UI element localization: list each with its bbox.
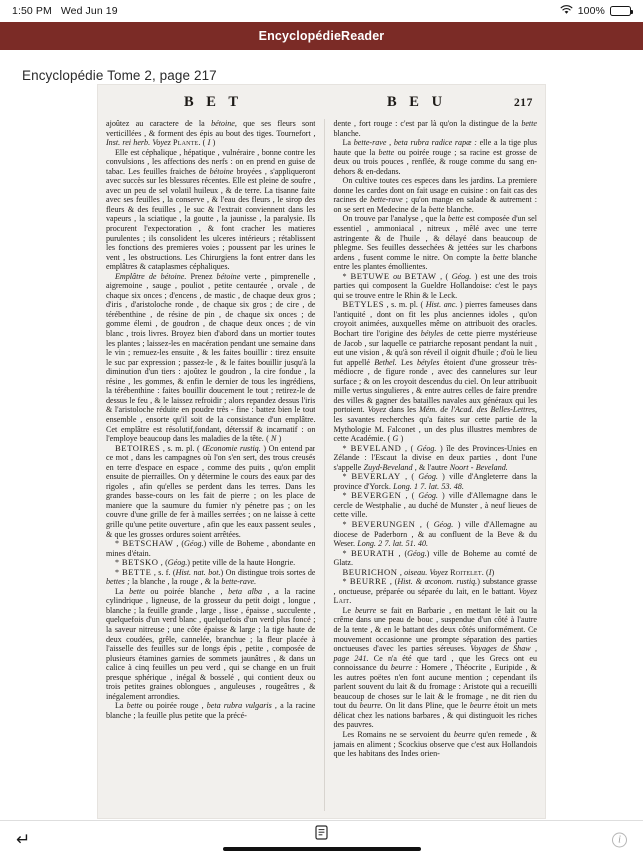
facsimile-paragraph-bette-blanche: La bette ou poirée blanche , beta alba , a la racine cylindrique , ligneuse, de la grosseur du petit doigt , longue , blanche ; la feuille grande , large , lisse , épaisse , succulente , quelquefois d'un verd blanc , quelquefois d'un verd plus foncé ; la saveur nitreuse ; une côte épaisse & large ; la tige haute de deux coudées, grêle, cannelée, branchue ; la fleur placée à l'aisselle des feuilles sur de longs épis , petite , composée de plusieurs étamines garnies de sommets jaunâtres , & dans un calice à cinq feuilles un peu verd , qui se change en un fruit presque sphérique , inégal & bosselé , qui contient deux ou trois petites graines oblongues , anguleuses , rougeâtres , & inégalement arrondies. [106,586,316,701]
facsimile-paragraph-bette-analyse: On trouve par l'analyse , que la bette est composée d'un sel essentiel , ammoniacal , nitreux , mêlé avec une terre astringente & de l'huile , & délayé dans beaucoup de phlegme. Ses feuilles dessechées & jettées sur les charbons ardens , fusent comme le nitre. On compte la bette blanche entre les plantes émollientes. [333,214,537,272]
facsimile-paragraph-beurichon: BEURICHON , oiseau. Voyez Roitelet. (I) [342,566,495,577]
info-icon[interactable]: i [612,832,627,847]
facsimile-paragraph-betsko: * BETSKO , (Géog.) petite ville de la haute Hongrie. [115,557,296,568]
status-bar-date: Wed Jun 19 [60,5,118,17]
column-right [324,119,537,811]
app-title-bar [0,22,643,50]
facsimile-paragraph-betoine-proprietes: Elle est céphalique , hépatique , vulnéraire , bonne contre les convulsions , les affections des nerfs : on en prend en guise de tabac. Les feuilles fraiches de bétoine broyées , s'appliqueront avec succès sur les blessures récentes. Elle est pleine de soufre , avec un peu de sel volatil huileux , & de terre. La tisanne faite avec ses feuilles , la conserve , & l'eau des fleurs , le sirop des fleurs & des feuilles , le suc & l'extrait conviennent dans les vapeurs , la sciatique , la goutte , la jaunisse , la paralysie. Ils procurent l'expectoration , & font cracher les matieres purulentes ; ils consolident les ulceres intérieurs ; rétablissent les fonctions des premieres voies ; poussent par les urines le vent , les obstructions. Les Chirurgiens la font entrer dans les emplâtres & cataplasmes céphaliques. [106,147,316,272]
facsimile-paragraph-beurre-romains: Les Romains ne se servoient du beurre qu'en remede , & jamais en aliment ; Scockius observe que c'est aux Hollandois que les habitans des Indes orien- [333,730,537,759]
facsimile-page[interactable] [98,85,545,818]
running-head-left: B E T [184,94,243,110]
facsimile-paragraph-betyles: BETYLES , s. m. pl. ( Hist. anc. ) pierres fameuses dans l'antiquité , dont on fit les plus anciennes idoles , qu'on croyoit animées, auxquelles même on attribuoit des oracles. Bochart tire l'origine des bétyles de cette pierre mystérieuse de Jacob , sur laquelle ce patriarche reposant pendant la nuit , eut une vision , & qu'à son réveil il oignit d'huile ; d'où le lieu fut appellé Bethel. Les bétyles étoient d'une grosseur très-médiocre , de figure ronde , avec des cannelures sur leur surface ; & on les croyoit descendus du ciel. On leur attribuoit mille vertus singulieres , & entre autres celles de faire prendre des villes & gagner des batailles navales aux généraux qui les portoient. Voyez dans les Mém. de l'Acad. des Belles-Lettres, les savantes recherches qu'a faites sur cette partie de la Mythologie M. Falconet , un des plus illustres membres de cette Académie. ( G ) [333,299,537,444]
bottom-toolbar [0,820,643,858]
facsimile-paragraph-emplatre-betoine: Emplâtre de bétoine. Prenez bétoine verte , pimprenelle , aigremoine , sauge , pouliot , petite centaurée , orvale , de chaque six onces ; d'encens , de mastic , de chaque deux gros ; d'iris , d'aristoloche ronde , de chaque six gros ; de cire , de térébenthine , de résine de pin , de chaque six onces ; de gomme élemi , de goudron , de chaque deux onces ; de vin blanc , trois livres. Broyez bien d'abord dans un mortier toutes les plantes ; laissez-les en macération pendant une semaine dans le vin ; remuez-les ensuite , & les faites bouillir : tirez ensuite le suc par expression ; passez-le , & le faites bouillir jusqu'à la diminution d'un tiers : ajoûtez le goudron , la cire fondue , la résine , les gommes, & enfin le dernier de tous les ingrédiens, la térébenthine : faites bouillir doucement le tout ; retirez-le de dessus le feu , & le laissez refroidir ; alors repandez dessus l'iris & l'aristoloche réduite en poudre très - fine : battez bien le tout ensemble , ensorte qu'il soit de la consistance d'un emplâtre. Cet emplâtre est résolutif,fondant, déterssif & incarnatif : on l'employe beaucoup dans les maladies de la tête. ( N ) [106,271,316,444]
facsimile-paragraph-bette-rouge-suite: dente , fort rouge : c'est par là qu'on la distingue de la bette blanche. [333,119,537,138]
battery-full-icon [610,6,631,17]
running-heads [106,91,537,117]
return-arrow-icon[interactable]: ↵ [16,830,31,849]
battery-percent-label: 100% [577,5,605,17]
toolbar-center [0,825,643,845]
facsimile-paragraph-betoine-tournefort: ajoûtez au caractere de la bétoine, que ses fleurs sont verticillées , & forment des épis au bout des tiges. Tournefort , Inst. rei herb. Voyez Plante. ( I ) [106,119,316,148]
facsimile-paragraph-beverungen: * BEVERUNGEN , ( Géog. ) ville d'Allemagne au diocese de Paderborn , & au confluent de la Beve & du Weser. Long. 2 7. lat. 51. 40. [333,518,537,549]
facsimile-paragraph-betoires: BETOIRES , s. m. pl. ( Œconomie rustiq. ) On entend par ce mot , dans les campagnes où l'on s'en sert, des trous creusés en terre d'espace en espace , comme des puits , qu'on emplit ensuite de pierrailles. On y détermine le cours des eaux par des rigoles , afin qu'elles se perdent dans les terres. Dans les grandes basse-cours on les fait de pierre ; on les place de maniere que la saumure du fumier n'y pénetre pas ; on les couvre d'une grille de fer à mailles serrées ; on ne laisse à cette grille qu'une petite ouverture , afin que les eaux passent seules , & que les grosses ordures soient arrêtées. [106,442,316,539]
facsimile-paragraph-bette-culture: On cultive toutes ces especes dans les jardins. La premiere donne les cardes dont on fait usage en cuisine : on fait cas des racines de bette-rave ; qu'on mange en salade & autrement : on se sert en Medecine de la bette blanche. [333,176,537,214]
facsimile-paragraph-bevergen: * BEVERGEN , ( Géog. ) ville d'Allemagne dans le cercle de Westphalie , au duché de Munster , à neuf lieues de cette ville. [333,490,537,520]
folio-number: 217 [513,97,533,109]
facsimile-paragraph-bette-rouge: La bette ou poirée rouge , beta rubra vulgaris , a la racine blanche ; la feuille plus petite que la précé- [106,701,316,720]
facsimile-paragraph-beurre: * BEURRE , (Hist. & œconom. rustiq.) substance grasse , onctueuse, préparée ou séparée du lait, en le battant. Voyez Lait. [333,576,537,606]
ios-status-bar [0,0,643,22]
facsimile-paragraph-bette: * BETTE , s. f. (Hist. nat. bot.) On distingue trois sortes de bettes ; la blanche , la rouge , & la bette-rave. [106,566,316,587]
wifi-icon [560,5,573,18]
facsimile-paragraph-beveland: * BEVELAND , ( Géog. ) île des Provinces-Unies en Zélande : l'Escaut la divise en deux parties , dont l'une s'appelle Zuyd-Beveland , & l'autre Noort - Beveland. [333,442,537,472]
facsimile-paragraph-betterave: La bette-rave , beta rubra radice rapæ : elle a la tige plus haute que la bette ou poirée rouge ; sa racine est grosse de deux ou trois pouces , renflée, & rouge comme du sang en-dehors & en-dedans. [333,138,537,176]
facsimile-paragraph-beurre-barbarie: Le beurre se fait en Barbarie , en mettant le lait ou la crême dans une peau de bouc , suspendue d'un côté à l'autre de la tente , & en le battant des deux côtés uniformément. Ce mouvement occasionne une prompte séparation des parties onctueuses d'avec les parties séreuses. Voyages de Shaw , page 241. Ce n'a été que tard , que les Grecs ont eu connoissance du beurre : Homere , Théocrite , Euripide , & les autres poëtes n'en font aucune mention ; cependant ils parlent souvent du lait & du fromage : Aristote qui a recueilli beaucoup de choses sur le lait & le fromage , ne dit rien du tout du beurre. On lit dans Pline, que le beurre étoit un mets délicat chez les nations barbares , & qui distinguoit les riches des pauvres. [333,605,537,730]
home-indicator[interactable] [223,847,421,851]
status-bar-right [560,5,631,18]
page-columns [106,119,537,811]
column-left [106,119,315,811]
document-icon[interactable] [315,825,328,845]
status-bar-left [12,5,118,17]
facsimile-paragraph-betuwe: * BETUWE ou BETAW , ( Géog. ) est une des trois parties qui composent la Gueldre Hollandoise: c'est le pays qui se trouve entre le Rhin & le Leck. [333,270,537,300]
facsimile-paragraph-beverlay: * BEVERLAY , ( Géog. ) ville d'Angleterre dans la province d'Yorck. Long. 1 7. lat. 53. 48. [333,471,537,491]
page-label: Encyclopédie Tome 2, page 217 [22,68,217,83]
reader-view [0,50,643,820]
app-title: EncyclopédieReader [258,29,385,43]
facsimile-content [106,91,537,814]
facsimile-paragraph-betschaw: * BETSCHAW , (Géog.) ville de Boheme , abondante en mines d'étain. [106,538,316,558]
running-head-right: B E U [387,94,447,110]
facsimile-paragraph-beurath: * BEURATH , (Géog.) ville de Boheme au comté de Glatz. [333,547,537,568]
status-bar-time: 1:50 PM [12,5,52,17]
